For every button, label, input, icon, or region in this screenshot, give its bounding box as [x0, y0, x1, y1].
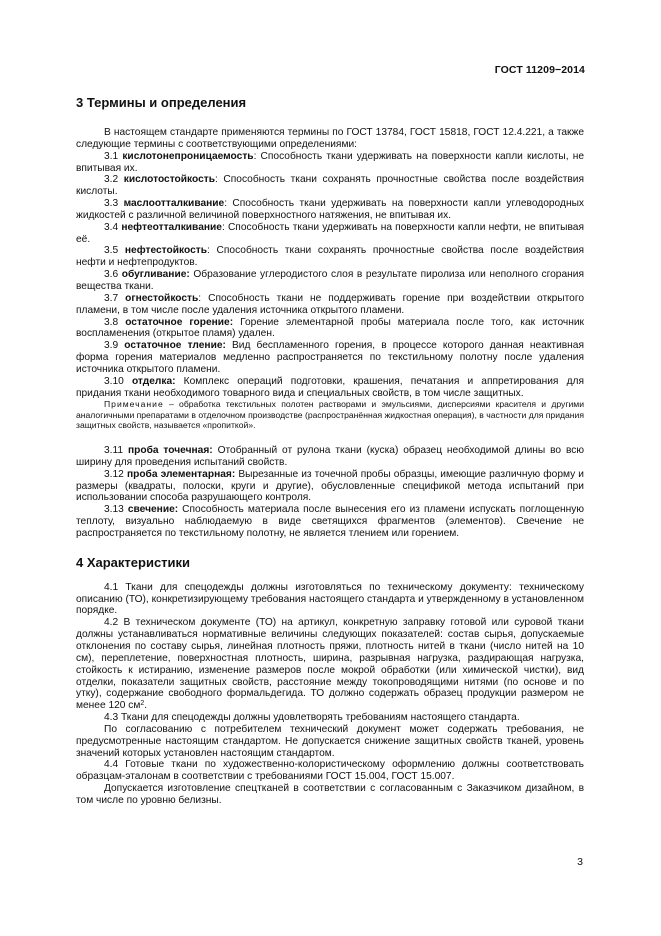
term-3-6: 3.6 обугливание: Образование углеродистого слоя в результате пиролиза или неполного сгорания вещества ткани. — [76, 269, 584, 292]
term-3-1: 3.1 кислотонепроницаемость: Способность ткани удерживать на поверхности капли кислоты, не впитывая их. — [76, 150, 584, 174]
term-3-10: 3.10 отделка: Комплекс операций подготовки, крашения, печатания и аппретирования для придания ткани необходимого товарного вида и специальных свойств, в том числе защитных. — [76, 375, 584, 399]
page-number: 3 — [577, 856, 583, 868]
clause-4-1: 4.1 Ткани для спецодежды должны изготовляться по техническому документу: техническому описанию (ТО), конкретизирующему требования настоящего стандарта и утвержденному в установленном порядке. — [76, 581, 584, 617]
term-3-5: 3.5 нефтестойкость: Способность ткани сохранять прочностные свойства после воздействия нефти и нефтепродуктов. — [76, 245, 584, 269]
clause-4-3: 4.3 Ткани для спецодежды должны удовлетворять требованиям настоящего стандарта. — [104, 712, 520, 724]
document-body — [76, 95, 584, 807]
standard-header: ГОСТ 11209−2014 — [494, 64, 585, 76]
term-3-2: 3.2 кислотостойкость: Способность ткани сохранять прочностные свойства после воздействия кислоты. — [76, 174, 584, 198]
section-4-title: 4 Характеристики — [76, 554, 191, 570]
term-3-11: 3.11 проба точечная: Отобранный от рулона ткани (куска) образец необходимой длины во всю ширину для проведения испытаний свойств. — [76, 445, 585, 468]
term-3-13: 3.13 свечение: Способность материала после вынесения его из пламени испускать поглощенную теплоту, визуально наблюдаемую в виде светящихся фрагментов (элементов). Свечение не распространяется по текстильному полотну, не является тлением или горением. — [76, 504, 584, 539]
term-3-4: 3.4 нефтеотталкивание: Способность ткани удерживать на поверхности капли нефти, не впитывая её. — [76, 221, 584, 245]
term-3-8: 3.8 остаточное горение: Горение элементарной пробы материала после того, как источник воспламенения (открытое пламя) удален. — [76, 316, 584, 340]
term-3-9: 3.9 остаточное тление: Вид беспламенного горения, в процессе которого данная неактивная форма горения материалов медленно распространяется по текстильному полотну после удаления источника открытого пламени. — [76, 340, 584, 375]
clause-4-4-design: Допускается изготовление спецтканей в соответствии с согласованным с Заказчиком дизайном, в том числе по уровню белизны. — [76, 783, 584, 806]
term-3-3: 3.3 маслоотталкивание: Способность ткани удерживать на поверхности капли углеводородных жидкостей с различной величиной поверхностного натяжения, не впитывая их. — [76, 198, 584, 221]
section-3-title: 3 Термины и определения — [76, 95, 247, 110]
term-3-7: 3.7 огнестойкость: Способность ткани не поддерживать горение при воздействии открытого пламени, в том числе после удаления источника открытого пламени. — [76, 292, 584, 316]
clause-4-2: 4.2 В техническом документе (ТО) на артикул, конкретную заправку готовой или суровой ткани должны устанавливаться нормативные величины следующих показателей: состав сырья, допускаемые отклонения по составу сырья, линейная плотность пряжи, плотность нитей в ткани (число нитей на 10 см), переплетение, поверхностная плотность, ширина, разрывная нагрузка, раздирающая нагрузка, стойкость к истиранию, изменение размеров после мокрой обработки (или химической чистки), вид отделки, показатели защитных свойств, расстояние между токопроводящими нитями (по основе и по утку), содержание свободного формальдегида. ТО должно содержать образец продукции размером не менее 120 $см^2$. — [76, 617, 584, 712]
section-3-intro: В настоящем стандарте применяются термины по ГОСТ 13784, ГОСТ 15818, ГОСТ 12.4.221, а также следующие термины с соответствующими определениями: — [76, 127, 584, 150]
term-3-12: 3.12 проба элементарная: Вырезанные из точечной пробы образцы, имеющие различную форму и размеры (квадраты, полоски, круги и другие), обусловленные спецификой метода испытаний при использовании способа разрушающего контроля. — [76, 468, 584, 504]
note-finishing: Примечание – обработка текстильных полотен растворами и эмульсиями, дисперсиями красителя и другими аналогичными препаратами в отделочном производстве (распространённая жидкостная операция), в частности для придания защитных свойств, называется «пропиткой». — [76, 399, 584, 430]
clause-4-4: 4.4 Готовые ткани по художественно-колористическому оформлению должны соответствовать образцам-эталонам в соответствии с требованиями ГОСТ 15.004, ГОСТ 15.007. — [76, 759, 584, 783]
clause-4-3-agreement: По согласованию с потребителем технический документ может содержать требования, не предусмотренные настоящим стандартом. Не допускается снижение защитных свойств тканей, уровень значений которых установлен настоящим стандартом. — [76, 723, 584, 759]
